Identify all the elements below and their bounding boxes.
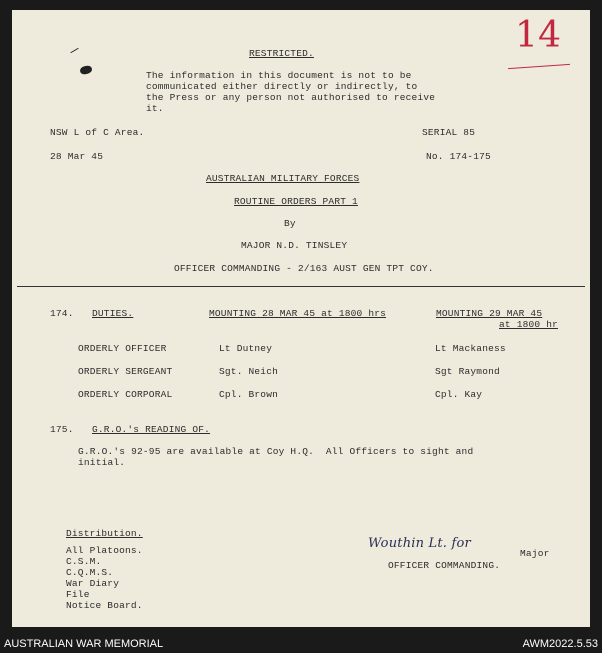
distribution-item: C.Q.M.S. — [66, 567, 114, 578]
distribution-item: File — [66, 589, 90, 600]
duty-name-day2: Cpl. Kay — [435, 389, 483, 400]
notice-line: communicated either directly or indirectly, to — [146, 81, 418, 92]
divider-line — [17, 286, 585, 287]
orders-title: ROUTINE ORDERS PART 1 — [234, 196, 358, 207]
duty-role: ORDERLY SERGEANT — [78, 366, 173, 377]
duties-heading: DUTIES. — [92, 308, 134, 319]
distribution-item: All Platoons. — [66, 545, 143, 556]
gro-heading: G.R.O.'s READING OF. — [92, 424, 211, 435]
order-date: 28 Mar 45 — [50, 151, 104, 162]
signature: Wouthin Lt. for — [368, 536, 471, 551]
restricted-heading: RESTRICTED. — [249, 48, 314, 59]
signature-title: OFFICER COMMANDING. — [388, 560, 501, 571]
item-number: 175. — [50, 424, 74, 435]
gro-text: G.R.O.'s 92-95 are available at Coy H.Q. All Officers to sight and — [78, 446, 474, 457]
handwritten-page-number: 14 — [515, 15, 562, 56]
pen-mark — [70, 48, 78, 53]
notice-line: the Press or any person not authorised to receive — [146, 92, 436, 103]
distribution-item: War Diary — [66, 578, 120, 589]
area-label: NSW L of C Area. — [50, 127, 145, 138]
by-label: By — [284, 218, 296, 229]
document-page — [12, 10, 590, 627]
handwritten-underline — [508, 64, 570, 69]
footer-id: AWM2022.5.53 — [522, 638, 598, 650]
duty-name-day1: Cpl. Brown — [219, 389, 279, 400]
duty-role: ORDERLY CORPORAL — [78, 389, 173, 400]
footer-credit: AUSTRALIAN WAR MEMORIAL — [4, 638, 164, 650]
order-numbers: No. 174-175 — [426, 151, 491, 162]
ink-blot — [79, 65, 93, 76]
duties-column-header: MOUNTING 28 MAR 45 at 1800 hrs — [209, 308, 387, 319]
duty-name-day1: Sgt. Neich — [219, 366, 279, 377]
item-number: 174. — [50, 308, 74, 319]
notice-line: it. — [146, 103, 164, 114]
duties-column-header-cont: at 1800 hr — [499, 319, 559, 330]
forces-title: AUSTRALIAN MILITARY FORCES — [206, 173, 360, 184]
duty-name-day2: Lt Mackaness — [435, 343, 506, 354]
officer-title: OFFICER COMMANDING - 2/163 AUST GEN TPT COY. — [174, 263, 434, 274]
serial-number: SERIAL 85 — [422, 127, 476, 138]
gro-text: initial. — [78, 457, 126, 468]
distribution-item: Notice Board. — [66, 600, 143, 611]
signature-rank: Major — [520, 548, 550, 559]
duty-role: ORDERLY OFFICER — [78, 343, 167, 354]
notice-line: The information in this document is not to be — [146, 70, 412, 81]
issuing-officer: MAJOR N.D. TINSLEY — [241, 240, 348, 251]
duty-name-day2: Sgt Raymond — [435, 366, 500, 377]
duty-name-day1: Lt Dutney — [219, 343, 273, 354]
duties-column-header: MOUNTING 29 MAR 45 — [436, 308, 543, 319]
distribution-item: C.S.M. — [66, 556, 102, 567]
distribution-heading: Distribution. — [66, 528, 143, 539]
